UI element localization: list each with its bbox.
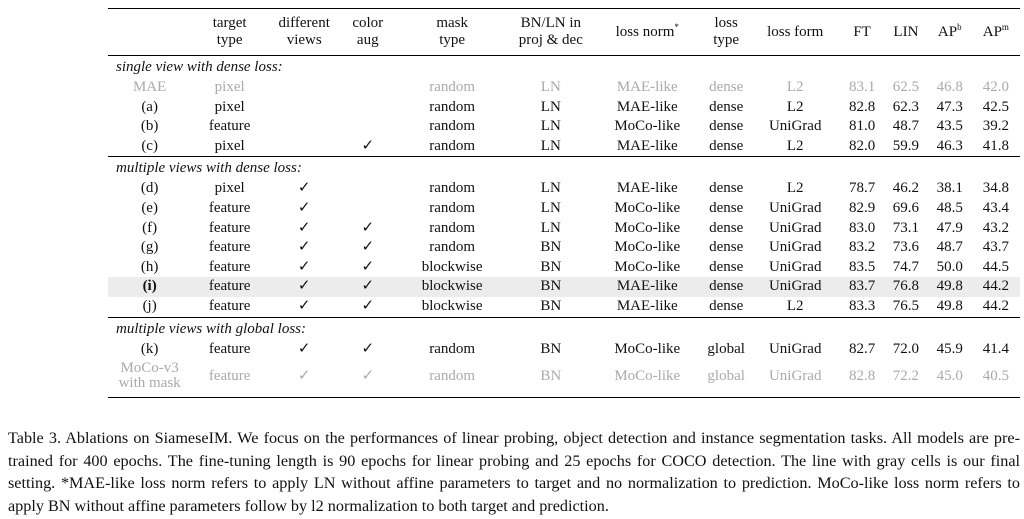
table-cell bbox=[340, 199, 395, 219]
table-cell: L2 bbox=[786, 137, 804, 154]
column-header: target type bbox=[212, 15, 247, 48]
table-cell: ✓ bbox=[361, 258, 375, 275]
table-cell: feature bbox=[208, 297, 251, 314]
table-cell: feature bbox=[208, 367, 251, 384]
table-cell: 43.7 bbox=[982, 239, 1009, 256]
table-cell: MAE-like bbox=[616, 79, 678, 95]
table-cell: L2 bbox=[786, 297, 804, 314]
table-cell: pixel bbox=[214, 137, 245, 154]
table-cell: ✓ bbox=[268, 277, 340, 297]
table-cell: 82.8 bbox=[848, 367, 876, 384]
table-cell: 69.6 bbox=[892, 199, 920, 216]
table-cell: LN bbox=[540, 137, 561, 154]
table-cell: 50.0 bbox=[936, 258, 963, 275]
table-cell: 81.0 bbox=[848, 118, 876, 135]
table-cell: 83.0 bbox=[848, 219, 876, 236]
table-cell: BN bbox=[540, 340, 562, 357]
table-cell: MoCo-like bbox=[614, 340, 681, 357]
table-cell bbox=[268, 137, 340, 157]
table-cell: feature bbox=[208, 219, 251, 236]
table-cell: 47.3 bbox=[936, 98, 963, 115]
table-cell: (d) bbox=[140, 180, 159, 197]
table-cell: random bbox=[429, 137, 476, 154]
table-row bbox=[108, 219, 1020, 239]
table-cell: (j) bbox=[142, 297, 157, 314]
table-cell: UniGrad bbox=[768, 239, 822, 256]
table-cell bbox=[268, 98, 340, 118]
table-cell bbox=[340, 117, 395, 137]
table-cell: 82.8 bbox=[848, 98, 876, 115]
table-cell: 82.0 bbox=[848, 137, 876, 154]
table-cell: MoCo-like bbox=[614, 239, 681, 256]
table-cell: UniGrad bbox=[768, 258, 822, 275]
table-cell: 41.8 bbox=[982, 137, 1009, 154]
table-row bbox=[108, 137, 1020, 157]
table-cell: 45.9 bbox=[936, 340, 963, 357]
table-cell: MoCo-like bbox=[614, 367, 681, 384]
table-cell: 73.1 bbox=[892, 219, 920, 236]
table-cell: dense bbox=[709, 258, 744, 275]
table-cell: global bbox=[707, 340, 745, 357]
table-cell: dense bbox=[709, 98, 744, 115]
table-cell: random bbox=[429, 219, 476, 236]
column-header: loss norm* bbox=[615, 21, 679, 40]
table-cell: (i) bbox=[108, 277, 191, 297]
table-cell: 59.9 bbox=[892, 137, 920, 154]
table-cell: L2 bbox=[786, 79, 804, 95]
table-cell: 40.5 bbox=[982, 367, 1009, 384]
table-cell: LN bbox=[540, 219, 561, 236]
section-title: multiple views with dense loss: bbox=[116, 160, 302, 177]
table-cell: ✓ bbox=[361, 367, 375, 384]
table-cell: BN bbox=[509, 277, 592, 297]
table-cell: MoCo-like bbox=[614, 258, 681, 275]
table-cell: 49.8 bbox=[928, 277, 972, 297]
table-cell: pixel bbox=[214, 180, 245, 197]
table-header bbox=[108, 9, 1020, 56]
table-cell: (e) bbox=[141, 199, 158, 216]
column-header bbox=[108, 9, 191, 56]
table-cell: 45.0 bbox=[936, 367, 963, 384]
table-cell: 73.6 bbox=[892, 239, 920, 256]
table-cell: UniGrad bbox=[768, 118, 822, 135]
table-cell: dense bbox=[709, 297, 744, 314]
table-row bbox=[108, 258, 1020, 278]
table-cell: LN bbox=[540, 79, 561, 95]
table-cell: L2 bbox=[786, 98, 804, 115]
table-cell: 82.7 bbox=[848, 340, 876, 357]
table-body bbox=[108, 56, 1020, 398]
table-cell: BN bbox=[540, 239, 562, 256]
table-cell: pixel bbox=[214, 98, 245, 115]
column-header: loss form bbox=[767, 23, 824, 40]
table-cell: dense bbox=[709, 199, 744, 216]
table-cell: 83.1 bbox=[848, 79, 876, 95]
table-cell: 82.9 bbox=[848, 199, 876, 216]
table-cell: 38.1 bbox=[936, 180, 963, 197]
table-cell: 83.3 bbox=[848, 297, 876, 314]
table-cell: MAE-like bbox=[592, 277, 702, 297]
table-cell: (a) bbox=[141, 98, 158, 115]
table-cell: 46.8 bbox=[936, 79, 963, 95]
table-cell: ✓ bbox=[361, 239, 375, 256]
table-cell: feature bbox=[208, 258, 251, 275]
table-cell: 76.5 bbox=[892, 297, 920, 314]
table-row bbox=[108, 359, 1020, 393]
table-cell: (b) bbox=[140, 118, 159, 135]
table-cell: 46.2 bbox=[892, 180, 920, 197]
table-cell: BN bbox=[540, 367, 562, 384]
table-cell: MAE-like bbox=[616, 180, 678, 197]
table-cell bbox=[340, 98, 395, 118]
table-cell: random bbox=[429, 180, 476, 197]
table-cell: random bbox=[429, 118, 476, 135]
table-cell: 83.7 bbox=[840, 277, 884, 297]
table-cell: (g) bbox=[140, 239, 159, 256]
table-cell: feature bbox=[208, 239, 251, 256]
table-caption: Table 3. Ablations on SiameseIM. We focus on the performances of linear probing, object detection and instance segmentation tasks. All models are pre-trained for 400 epochs. The fine-tuning length is 90 epochs for linear probing and 25 epochs for COCO detection. The line with gray cells is our final setting. *MAE-like loss norm refers to apply LN without affine parameters to target and no normalization to prediction. MoCo-like loss norm refers to apply BN without affine parameters follow by l2 normalization to both target and prediction. bbox=[8, 429, 1020, 515]
table-cell: blockwise bbox=[421, 297, 483, 314]
table-cell: 44.2 bbox=[972, 277, 1020, 297]
table-row bbox=[108, 199, 1020, 219]
table-cell: feature bbox=[208, 199, 251, 216]
table-cell: 34.8 bbox=[982, 180, 1009, 197]
table-cell: MAE bbox=[132, 79, 167, 95]
table-cell: 72.0 bbox=[892, 340, 920, 357]
table-cell: 44.5 bbox=[982, 258, 1009, 275]
table-cell: ✓ bbox=[297, 340, 311, 357]
table-cell: 47.9 bbox=[936, 219, 963, 236]
table-cell: 43.2 bbox=[982, 219, 1009, 236]
table-cell: dense bbox=[709, 118, 744, 135]
column-header: FT bbox=[853, 23, 871, 40]
table-cell: UniGrad bbox=[768, 340, 822, 357]
table-cell: BN bbox=[540, 297, 562, 314]
table-cell: 44.2 bbox=[982, 297, 1009, 314]
table-cell: LN bbox=[540, 199, 561, 216]
table-cell: (c) bbox=[141, 137, 158, 154]
table-cell: ✓ bbox=[297, 297, 311, 314]
section-title: single view with dense loss: bbox=[116, 59, 283, 75]
table-cell: UniGrad bbox=[768, 367, 822, 384]
table-cell: ✓ bbox=[297, 180, 311, 197]
table-cell: global bbox=[707, 367, 745, 384]
table-cell: MAE-like bbox=[616, 137, 678, 154]
table-cell: MoCo-like bbox=[614, 118, 681, 135]
table-cell: UniGrad bbox=[750, 277, 840, 297]
table-cell: LN bbox=[540, 118, 561, 135]
table-cell: MAE-like bbox=[616, 98, 678, 115]
table-cell: LN bbox=[540, 98, 561, 115]
table-cell: 39.2 bbox=[982, 118, 1009, 135]
table-cell: 62.3 bbox=[892, 98, 920, 115]
table-cell: 42.0 bbox=[982, 79, 1009, 95]
ablation-table bbox=[108, 8, 1020, 398]
column-header: different views bbox=[278, 15, 330, 48]
table-cell: dense bbox=[709, 79, 744, 95]
table-cell: random bbox=[429, 239, 476, 256]
table-cell: random bbox=[429, 79, 476, 95]
table-cell: ✓ bbox=[361, 297, 375, 314]
table-cell: random bbox=[429, 199, 476, 216]
table-cell: UniGrad bbox=[768, 199, 822, 216]
table-cell: 48.7 bbox=[936, 239, 963, 256]
table-cell: (f) bbox=[142, 219, 158, 236]
column-header: BN/LN in proj & dec bbox=[518, 15, 583, 48]
table-cell: ✓ bbox=[361, 340, 375, 357]
column-header: color aug bbox=[352, 15, 384, 48]
table-cell: ✓ bbox=[340, 277, 395, 297]
table-cell bbox=[268, 117, 340, 137]
table-cell: 49.8 bbox=[936, 297, 963, 314]
table-cell: 43.5 bbox=[936, 118, 963, 135]
table-cell: blockwise bbox=[421, 258, 483, 275]
table-cell: BN bbox=[540, 258, 562, 275]
column-header: loss type bbox=[713, 15, 740, 48]
table-cell: feature bbox=[208, 118, 251, 135]
table-row bbox=[108, 78, 1020, 98]
column-header: $AP^m$ bbox=[982, 21, 1009, 40]
table-row bbox=[108, 179, 1020, 199]
table-cell: (h) bbox=[140, 258, 159, 275]
table-cell: 46.3 bbox=[936, 137, 963, 154]
table-cell: dense bbox=[702, 277, 750, 297]
table-cell: dense bbox=[709, 180, 744, 197]
table-cell: dense bbox=[709, 137, 744, 154]
table-cell: ✓ bbox=[297, 219, 311, 236]
table-row bbox=[108, 297, 1020, 317]
table-cell: 72.2 bbox=[892, 367, 920, 384]
table-cell: 42.5 bbox=[982, 98, 1009, 115]
table-cell: random bbox=[429, 340, 476, 357]
table-cell: pixel bbox=[214, 79, 245, 95]
table-cell: 48.5 bbox=[936, 199, 963, 216]
table-cell: LN bbox=[540, 180, 561, 197]
table-cell bbox=[268, 78, 340, 98]
table-cell: ✓ bbox=[297, 367, 311, 384]
table-cell: dense bbox=[709, 239, 744, 256]
table-cell: MoCo-like bbox=[614, 219, 681, 236]
table-cell: (k) bbox=[140, 340, 159, 357]
table-cell: 78.7 bbox=[848, 180, 876, 197]
table-cell: 62.5 bbox=[892, 79, 920, 95]
column-header: LIN bbox=[893, 23, 919, 40]
table-cell: ✓ bbox=[297, 199, 311, 216]
table-row bbox=[108, 117, 1020, 137]
table-cell: MoCo-v3 with mask bbox=[118, 360, 181, 392]
table-row bbox=[108, 238, 1020, 258]
table-cell: ✓ bbox=[361, 137, 375, 154]
table-row bbox=[108, 340, 1020, 360]
table-cell: 74.7 bbox=[892, 258, 920, 275]
table-row bbox=[108, 98, 1020, 118]
table-cell: 76.8 bbox=[884, 277, 928, 297]
table-cell: 41.4 bbox=[982, 340, 1009, 357]
table-cell: 83.2 bbox=[848, 239, 876, 256]
table-cell: 48.7 bbox=[892, 118, 920, 135]
table-cell: MAE-like bbox=[616, 297, 678, 314]
table-cell: feature bbox=[191, 277, 268, 297]
table-cell: dense bbox=[709, 219, 744, 236]
table-cell: UniGrad bbox=[768, 219, 822, 236]
table-cell: L2 bbox=[786, 180, 804, 197]
table-row bbox=[108, 277, 1020, 297]
table-cell bbox=[340, 179, 395, 199]
table-cell: ✓ bbox=[297, 258, 311, 275]
table-cell bbox=[340, 78, 395, 98]
column-header: $AP^b$ bbox=[937, 21, 962, 40]
table-cell: ✓ bbox=[297, 239, 311, 256]
table-cell: 43.4 bbox=[982, 199, 1009, 216]
column-header: mask type bbox=[436, 15, 468, 48]
table-cell: ✓ bbox=[361, 219, 375, 236]
table-cell: blockwise bbox=[395, 277, 509, 297]
table-cell: random bbox=[429, 98, 476, 115]
table-cell: random bbox=[429, 367, 476, 384]
section-title: multiple views with global loss: bbox=[116, 320, 306, 337]
table-cell: 83.5 bbox=[848, 258, 876, 275]
table-cell: feature bbox=[208, 340, 251, 357]
table-cell: MoCo-like bbox=[614, 199, 681, 216]
